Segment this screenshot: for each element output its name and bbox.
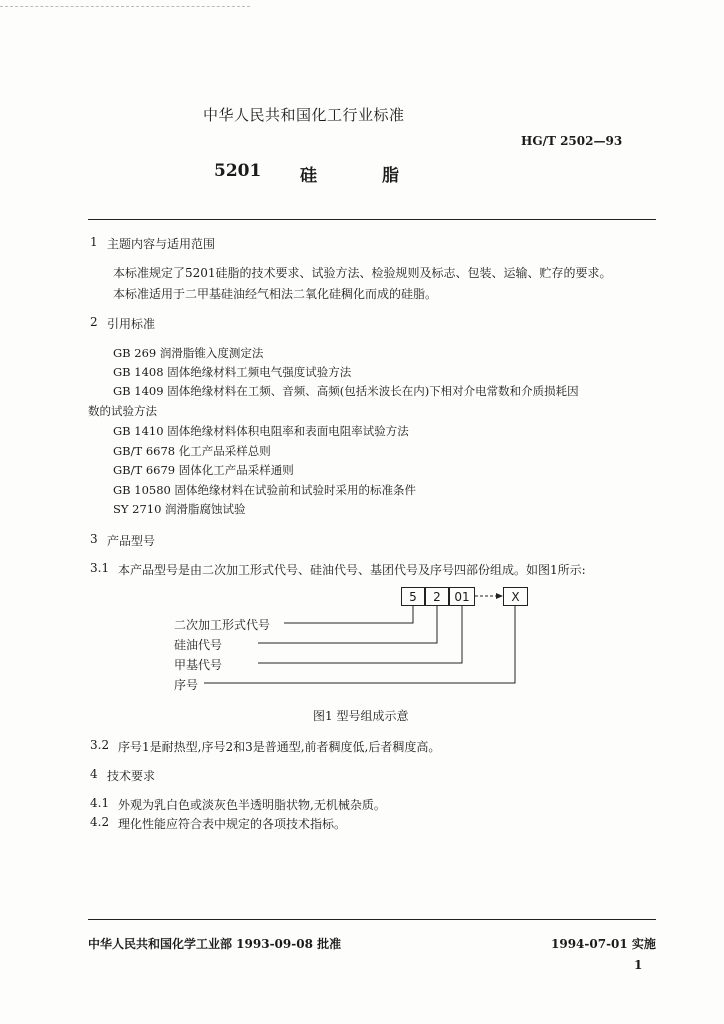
clause-3-2-text: 序号1是耐热型,序号2和3是普通型,前者稠度低,后者稠度高。 <box>118 740 441 754</box>
section-2-number: 2 <box>90 315 98 329</box>
clause-4-1-number: 4.1 <box>90 796 110 810</box>
leader-line-3 <box>258 606 462 663</box>
section-3-heading: 产品型号 <box>107 534 156 548</box>
leader-line-2 <box>258 606 437 643</box>
reference-item: GB 1408 固体绝缘材料工频电气强度试验方法 <box>113 365 352 379</box>
figure-label-silicone-oil-code: 硅油代号 <box>174 638 223 652</box>
section-1-number: 1 <box>90 235 98 249</box>
standard-title: 中华人民共和国化工行业标准 <box>203 106 405 124</box>
figure-label-processing-code: 二次加工形式代号 <box>174 618 271 632</box>
section-2-heading: 引用标准 <box>107 317 156 331</box>
section-1-paragraph-2: 本标准适用于二甲基硅油经气相法二氧化硅稠化而成的硅脂。 <box>113 287 438 301</box>
clause-3-1-number: 3.1 <box>90 561 110 575</box>
footer-rule <box>88 919 656 920</box>
arrow-head <box>496 593 503 599</box>
model-code-box-x: X <box>503 587 528 606</box>
header-rule <box>88 219 656 220</box>
reference-item: SY 2710 润滑脂腐蚀试验 <box>113 502 246 516</box>
section-1-paragraph-1: 本标准规定了5201硅脂的技术要求、试验方法、检验规则及标志、包装、运输、贮存的要求。 <box>113 266 612 280</box>
model-code-box-5: 5 <box>401 587 425 606</box>
reference-item: GB/T 6678 化工产品采样总则 <box>113 444 271 458</box>
reference-item: GB/T 6679 固体化工产品采样通则 <box>113 463 294 477</box>
figure-1-caption: 图1 型号组成示意 <box>313 709 409 723</box>
model-code-box-2: 2 <box>425 587 449 606</box>
clause-3-2-number: 3.2 <box>90 738 110 752</box>
doc-title-number: 5201 <box>214 161 262 181</box>
implementation-date: 1994-07-01 实施 <box>551 937 656 951</box>
leader-line-1 <box>284 606 413 623</box>
reference-item: GB 1410 固体绝缘材料体积电阻率和表面电阻率试验方法 <box>113 424 409 438</box>
clause-4-2-number: 4.2 <box>90 815 110 829</box>
reference-item: GB 10580 固体绝缘材料在试验前和试验时采用的标准条件 <box>113 483 417 497</box>
reference-item: GB 1409 固体绝缘材料在工频、音频、高频(包括米波长在内)下相对介电常数和介质损耗因 <box>113 384 579 398</box>
clause-4-1-text: 外观为乳白色或淡灰色半透明脂状物,无机械杂质。 <box>118 798 386 812</box>
section-4-number: 4 <box>90 767 98 781</box>
model-code-box-01: 01 <box>449 587 475 606</box>
section-4-heading: 技术要求 <box>107 769 156 783</box>
section-3-number: 3 <box>90 532 98 546</box>
reference-item: GB 269 润滑脂锥入度测定法 <box>113 346 264 360</box>
figure-label-methyl-code: 甲基代号 <box>174 658 223 672</box>
section-1-heading: 主题内容与适用范围 <box>107 237 216 251</box>
figure-label-serial-number: 序号 <box>174 678 199 692</box>
doc-title-char-1: 硅 <box>300 166 317 186</box>
doc-title-char-2: 脂 <box>382 166 399 186</box>
reference-item-continued: 数的试验方法 <box>88 404 157 418</box>
clause-3-1-text: 本产品型号是由二次加工形式代号、硅油代号、基团代号及序号四部份组成。如图1所示: <box>118 563 586 577</box>
page-number: 1 <box>634 958 643 972</box>
scan-edge-line <box>0 6 250 7</box>
approval-line: 中华人民共和国化学工业部 1993-09-08 批准 <box>88 937 342 951</box>
clause-4-2-text: 理化性能应符合表中规定的各项技术指标。 <box>118 817 347 831</box>
standard-code: HG/T 2502—93 <box>521 134 623 148</box>
